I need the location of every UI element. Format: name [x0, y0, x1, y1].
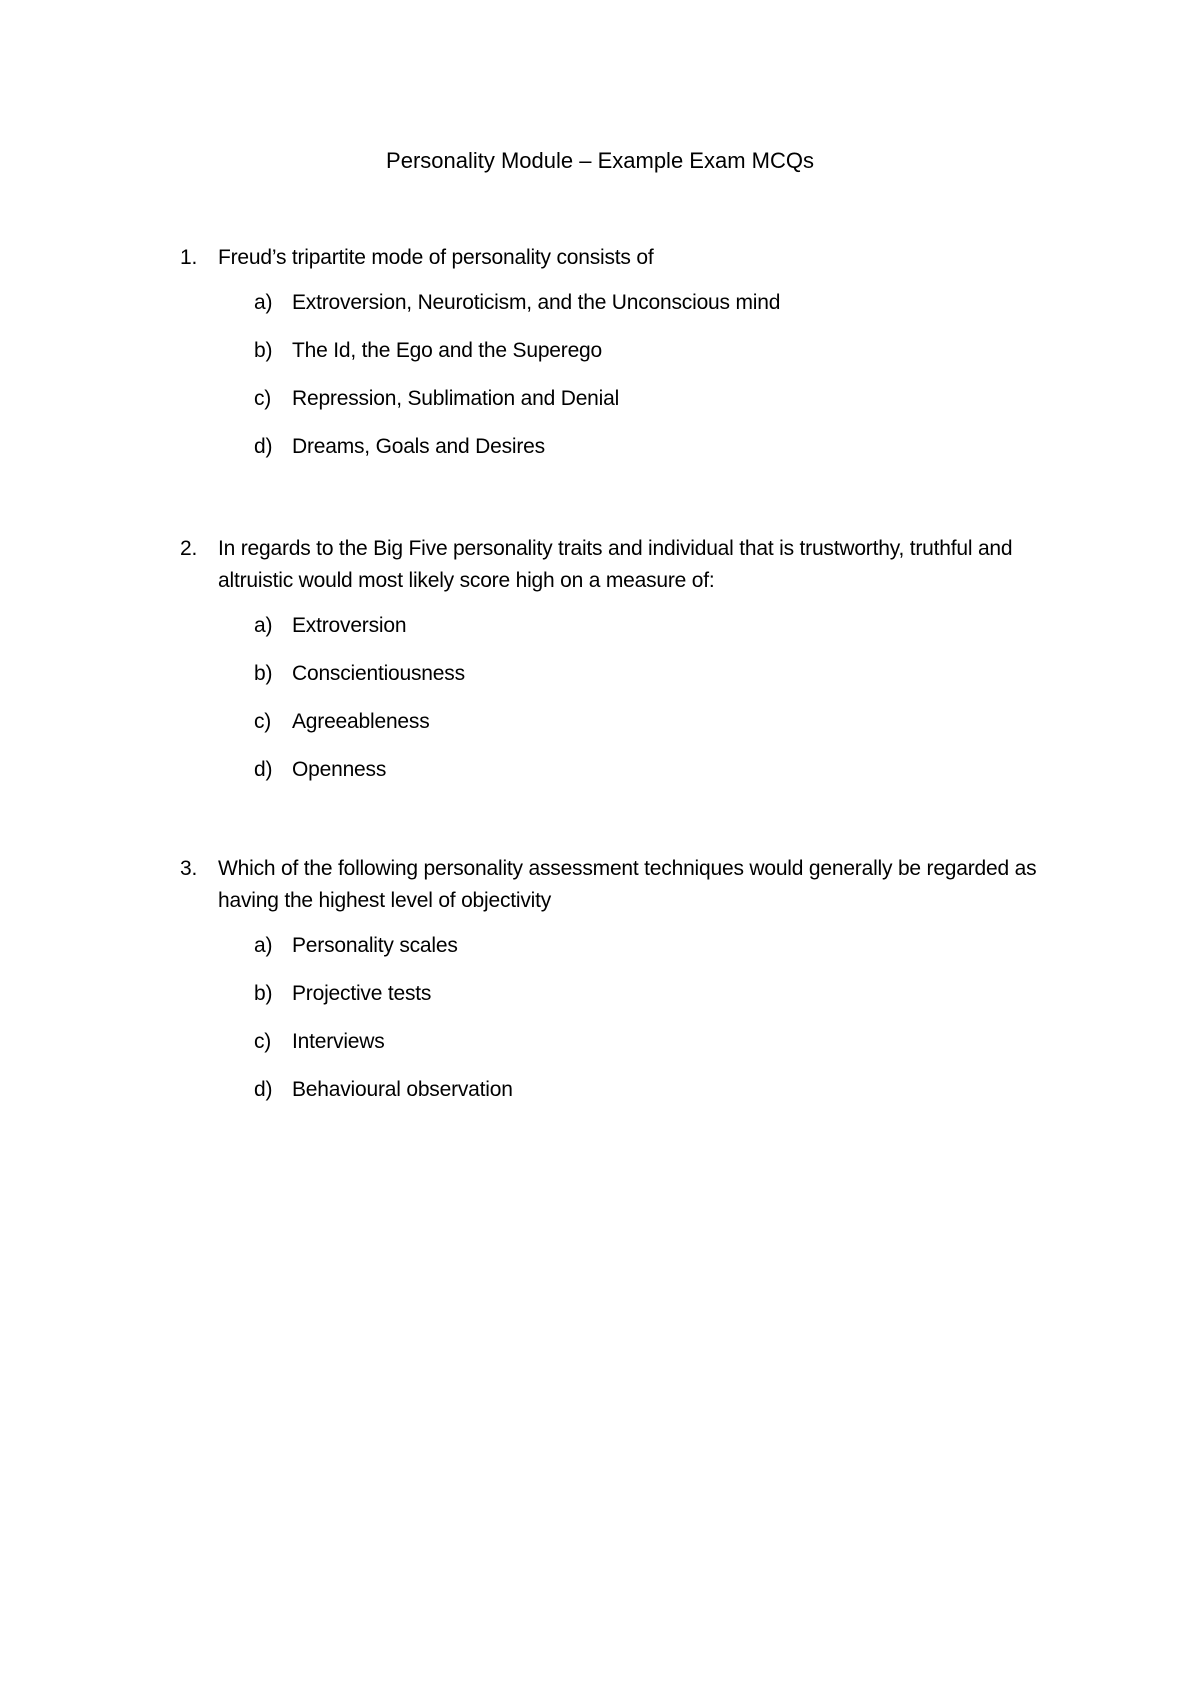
- option-letter: d): [254, 435, 273, 458]
- option-item: [180, 288, 1080, 318]
- question-stem: [180, 853, 1080, 917]
- question-number: 2.: [180, 537, 198, 560]
- option-letter: b): [254, 339, 273, 362]
- option-text: The Id, the Ego and the Superego: [292, 339, 603, 362]
- option-text: Extroversion, Neuroticism, and the Unconscious mind: [292, 291, 781, 314]
- question-2: [180, 533, 1080, 803]
- option-list: [180, 288, 1080, 462]
- option-letter: c): [254, 710, 272, 733]
- option-item: [180, 1027, 1080, 1057]
- option-text: Agreeableness: [292, 710, 430, 733]
- option-text: Projective tests: [292, 982, 432, 1005]
- question-number: 1.: [180, 246, 198, 269]
- option-text: Interviews: [292, 1030, 385, 1053]
- question-stem: [180, 242, 1080, 274]
- question-3: [180, 853, 1080, 1123]
- option-text: Extroversion: [292, 614, 407, 637]
- option-list: [180, 931, 1080, 1105]
- option-letter: d): [254, 1078, 273, 1101]
- option-letter: a): [254, 614, 273, 637]
- option-item: [180, 1075, 1080, 1105]
- question-1: [180, 242, 1080, 480]
- option-item: [180, 707, 1080, 737]
- option-text: Openness: [292, 758, 387, 781]
- option-letter: b): [254, 662, 273, 685]
- option-text: Conscientiousness: [292, 662, 465, 685]
- option-item: [180, 611, 1080, 641]
- option-item: [180, 336, 1080, 366]
- option-letter: c): [254, 387, 272, 410]
- option-letter: a): [254, 934, 273, 957]
- question-stem: [180, 533, 1080, 597]
- option-item: [180, 755, 1080, 785]
- option-list: [180, 611, 1080, 785]
- document-title: Personality Module – Example Exam MCQs: [386, 148, 814, 173]
- option-text: Dreams, Goals and Desires: [292, 435, 545, 458]
- option-item: [180, 979, 1080, 1009]
- question-text: Freud’s tripartite mode of personality consists of: [218, 246, 654, 269]
- option-item: [180, 432, 1080, 462]
- option-text: Repression, Sublimation and Denial: [292, 387, 620, 410]
- option-letter: c): [254, 1030, 272, 1053]
- option-item: [180, 931, 1080, 961]
- question-text: Which of the following personality assessment techniques would generally be regarded as having the highest level of objectivity: [218, 857, 1037, 912]
- option-item: [180, 659, 1080, 689]
- option-text: Personality scales: [292, 934, 458, 957]
- option-text: Behavioural observation: [292, 1078, 513, 1101]
- option-item: [180, 384, 1080, 414]
- option-letter: a): [254, 291, 273, 314]
- option-letter: b): [254, 982, 273, 1005]
- question-text: In regards to the Big Five personality traits and individual that is trustworthy, truthful and altruistic would most likely score high on a measure of:: [218, 537, 1013, 592]
- option-letter: d): [254, 758, 273, 781]
- question-number: 3.: [180, 857, 198, 880]
